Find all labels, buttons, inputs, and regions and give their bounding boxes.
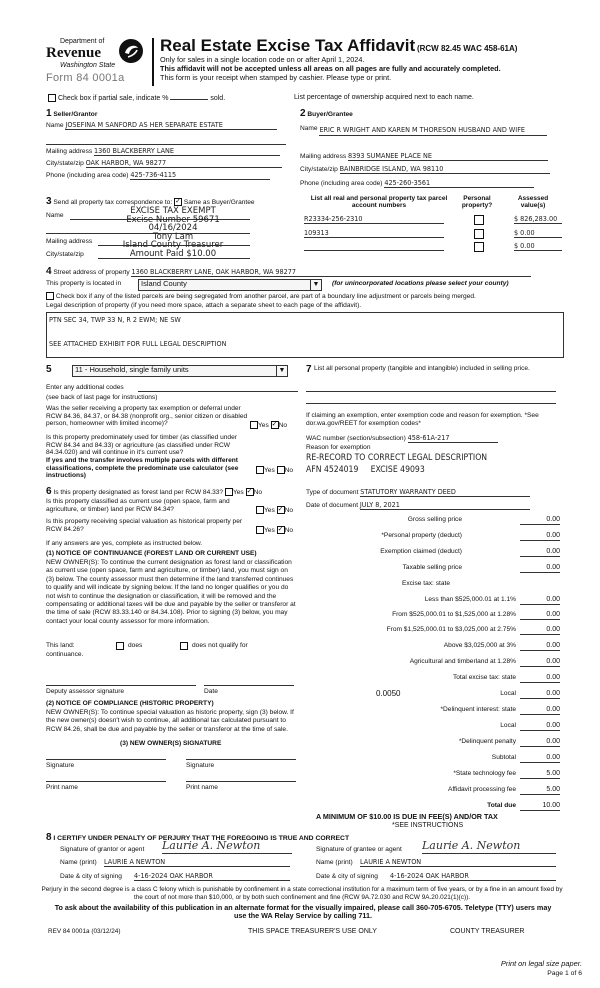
print-name-label-2: Print name: [186, 784, 218, 791]
calc-label: Subtotal: [491, 754, 516, 761]
exemption-no-checkbox[interactable]: ✓: [271, 421, 278, 428]
calc-label: From $1,525,000.01 to $3,025,000 at 2.75%: [386, 626, 516, 633]
deputy-date-label: Date: [204, 688, 218, 695]
deputy-date-line[interactable]: [204, 684, 294, 686]
same-as-buyer-label: Same as Buyer/Grantee: [183, 199, 255, 206]
buyer-phone-field[interactable]: 425-260-3561: [384, 179, 534, 188]
grantor-date-field[interactable]: 4-16-2024 OAK HARBOR: [134, 872, 290, 881]
grantee-signature[interactable]: Laurie A. Newton: [422, 840, 556, 854]
calc-value[interactable]: 0.00: [520, 532, 560, 541]
section-2-number: 2: [300, 108, 306, 119]
personal-property-line[interactable]: [306, 390, 556, 392]
grantor-signature[interactable]: Laurie A. Newton: [162, 840, 292, 854]
buyer-mail-label: Mailing address: [300, 153, 347, 160]
calc-value[interactable]: 0.00: [520, 596, 560, 605]
assessed-col-header: Assessed value(s): [517, 195, 549, 210]
revision-number: REV 84 0001a (03/12/24): [48, 928, 121, 935]
minimum-due-note: A MINIMUM OF $10.00 IS DUE IN FEE(S) AND/OR TAX: [316, 812, 498, 821]
segregated-checkbox[interactable]: [46, 292, 54, 300]
calc-label: From $525,000.01 to $1,525,000 at 1.28%: [392, 611, 516, 618]
stamp-line-1: EXCISE TAX EXEMPT: [130, 206, 216, 216]
historic-yes-checkbox[interactable]: [256, 526, 264, 534]
seller-city-label: City/state/zip: [46, 160, 84, 167]
reason-line-2[interactable]: AFN 4524019 EXCISE 49093: [306, 465, 425, 475]
personal-property-label: List all personal property (tangible and intangible) included in selling price.: [314, 365, 530, 372]
reason-line-1[interactable]: RE-RECORD TO CORRECT LEGAL DESCRIPTION: [306, 453, 488, 463]
seller-name-field[interactable]: JOSEFINA M SANFORD AS HER SEPARATE ESTATE: [65, 121, 277, 130]
exemption-question: Was the seller receiving a property tax exemption or deferral under RCW 84.36, 84.37, or 84.38 (nonprofit org., senior citizen or disabled person, homeowner with limited income)?: [46, 405, 248, 428]
calc-value[interactable]: 5.00: [520, 770, 560, 779]
codes-instructions: (see back of last page for instructions): [46, 394, 158, 401]
unincorporated-note: (for unincorporated locations please select your county): [332, 280, 509, 287]
calc-label: Affidavit processing fee: [447, 786, 516, 793]
grantor-sig-label: Signature of grantor or agent: [60, 846, 145, 853]
print-name-label: Print name: [46, 784, 78, 791]
doc-type-label: Type of document: [306, 489, 359, 496]
property-address-row: [46, 266, 531, 278]
wac-label: WAC number (section/subsection): [306, 435, 406, 442]
calc-label: *State technology fee: [453, 770, 516, 777]
stamp-line-5: Island County Treasurer: [122, 240, 224, 251]
does-label: does: [128, 642, 143, 649]
partial-sale-checkbox[interactable]: [48, 94, 56, 102]
buyer-name-label: Name: [300, 125, 318, 132]
calc-label: Gross selling price: [407, 516, 462, 523]
wac-field[interactable]: 458-61A-217: [408, 434, 498, 443]
no-label: No: [278, 421, 288, 429]
timber-question-note: If yes and the transfer involves multiple parcels with different classifications, complete the predominate use calculator (see instructions): [46, 457, 239, 480]
calc-value[interactable]: 0.00: [520, 611, 560, 620]
see-instructions-note: *SEE INSTRUCTIONS: [392, 822, 464, 829]
calc-value[interactable]: 0.00: [520, 548, 560, 557]
calc-value[interactable]: 0.00: [520, 690, 560, 699]
county-select[interactable]: [138, 279, 322, 291]
seller-name-line-2[interactable]: [46, 138, 286, 145]
stamp-line-3: 04/16/2024: [148, 223, 198, 234]
grantor-name-field[interactable]: LAURIE A NEWTON: [104, 858, 290, 867]
compliance-body: NEW OWNER(S): To continue special valuation as historic property, sign (3) below. If the new owner(s) doesn't wish to continue, all additional tax calculated pursuant to RCW 84.26, shall be due and payable by the seller or transferor at the time of sale.: [46, 709, 294, 733]
calc-value[interactable]: 5.00: [520, 786, 560, 795]
sub-line-1: Only for sales in a single location code on or after April 1, 2024.: [160, 55, 365, 64]
county-value: Island County: [141, 279, 187, 288]
parcel-number-field[interactable]: [304, 242, 444, 251]
sub-line-2: This affidavit will not be accepted unless all areas on all pages are fully and accurately completed.: [160, 64, 501, 73]
no-label: No: [253, 489, 262, 496]
calc-value[interactable]: 0.00: [520, 674, 560, 683]
buyer-section: [300, 108, 556, 192]
new-owner-signature-title: (3) NEW OWNER(S) SIGNATURE: [120, 740, 222, 747]
deputy-signature-label: Deputy assessor signature: [46, 688, 125, 695]
buyer-heading: Buyer/Grantee: [307, 111, 353, 118]
does-not-label: does not qualify for: [192, 642, 248, 649]
dropdown-arrow-icon[interactable]: ▼: [310, 280, 321, 290]
timber-no-checkbox[interactable]: [277, 466, 285, 474]
segregated-label: Check box if any of the listed parcels are being segregated from another parcel, are part of a boundary line adjustment or parcels being merged.: [55, 292, 476, 300]
additional-codes-field[interactable]: [138, 390, 298, 392]
buyer-city-field[interactable]: BAINBRIDGE ISLAND, WA 98110: [340, 165, 550, 174]
calc-label: Local: [500, 722, 516, 729]
calc-value[interactable]: 0.00: [520, 564, 560, 573]
dept-label: Department of: [60, 38, 105, 45]
calc-label: *Delinquent interest: state: [440, 706, 516, 713]
current-use-yes-checkbox[interactable]: [256, 506, 264, 514]
calc-label: Local: [500, 690, 516, 697]
grantee-sig-label: Signature of grantee or agent: [316, 846, 402, 853]
timber-yes-checkbox[interactable]: [256, 466, 264, 474]
signature-label: Signature: [46, 762, 75, 769]
legal-description-box[interactable]: [46, 312, 564, 358]
calc-value[interactable]: 0.00: [520, 626, 560, 635]
doc-date-label: Date of document: [306, 502, 359, 509]
grantee-name-field[interactable]: LAURIE A NEWTON: [360, 858, 556, 867]
doc-date-row: [306, 501, 530, 510]
dor-logo: [46, 38, 148, 94]
historic-answer: [256, 526, 293, 534]
calc-label: Above $3,025,000 at 3%: [443, 642, 516, 649]
seller-mail-label: Mailing address: [46, 148, 93, 155]
total-due-row: [306, 802, 560, 812]
parcel-col-header: List all real and personal property tax parcel account numbers: [310, 195, 448, 210]
legal-line-2: SEE ATTACHED EXHIBIT FOR FULL LEGAL DESCRIPTION: [49, 339, 227, 348]
doc-type-field[interactable]: STATUTORY WARRANTY DEED: [360, 488, 530, 497]
parcel-number-field[interactable]: 109313: [304, 229, 444, 238]
continuance-body: NEW OWNER(S): To continue the current designation as forest land or classification as current use (open space, farm and agriculture, or timber) land, you must sign on (3) below. The county assessor must then determine if the land transferred continues to qualify and will indicate by signing below. If the land no longer qualifies or you do not wish to continue the designation or classification, it will be removed and the compensating or additional taxes will be due and payable by the seller or transferor at the time of sale (RCW 83.33.140 or 84.34.108). Prior to signing (3) below, you may contact your local county assessor for more information.: [46, 559, 296, 625]
total-due-label: Total due: [487, 802, 516, 809]
seller-phone-label: Phone (including area code): [46, 172, 129, 179]
page-number: Page 1 of 6: [547, 970, 582, 977]
this-land-label: This land:: [46, 642, 75, 649]
grantor-signature-block: [60, 839, 300, 884]
calc-value[interactable]: 0.00: [520, 738, 560, 747]
section-7-number: 7: [306, 364, 312, 375]
corr-mail-label: Mailing address: [46, 238, 93, 245]
seller-mail-field[interactable]: 1360 BLACKBERRY LANE: [94, 147, 280, 156]
calc-value[interactable]: 0.00: [520, 516, 560, 525]
assessed-value-field[interactable]: $ 0.00: [514, 242, 562, 251]
no-label: No: [284, 506, 294, 514]
grantee-date-field[interactable]: 4-16-2024 OAK HARBOR: [390, 872, 556, 881]
timber-answer: [256, 466, 293, 474]
grantee-name-label: Name (print): [316, 859, 353, 866]
tax-calculation: [306, 516, 560, 796]
treasurer-stamp: [108, 207, 238, 259]
buyer-mail-field[interactable]: 8393 SUMANEE PLACE NE: [348, 152, 548, 161]
header-divider: [152, 38, 154, 86]
seller-heading: Seller/Grantor: [53, 111, 98, 118]
legal-description-label: Legal description of property (if you need more space, attach a separate sheet to each page of the affidavit).: [46, 302, 362, 309]
land-use-value: 11 - Household, single family units: [75, 365, 189, 374]
calc-value[interactable]: 0.00: [520, 754, 560, 763]
partial-percent-field[interactable]: [170, 99, 208, 100]
calc-label: Taxable selling price: [402, 564, 462, 571]
legal-paper-note: Print on legal size paper.: [500, 959, 582, 968]
calc-label: Excise tax: state: [401, 580, 450, 587]
assessed-value-field[interactable]: $ 826,283.00: [514, 215, 562, 224]
assessed-value-field[interactable]: $ 0.00: [514, 229, 562, 238]
yes-label: Yes: [264, 506, 275, 514]
personal-col-header: Personal property?: [461, 195, 493, 210]
new-owner-signature-line[interactable]: [46, 758, 166, 760]
compliance-title: (2) NOTICE OF COMPLIANCE (HISTORIC PROPERTY): [46, 700, 214, 707]
reason-label: Reason for exemption: [306, 444, 371, 451]
calc-value[interactable]: 0.00: [520, 722, 560, 731]
stamp-line-6: Amount Paid $10.00: [129, 248, 217, 259]
section-1-number: 1: [46, 108, 52, 119]
doc-date-field[interactable]: JULY 8, 2021: [360, 501, 530, 510]
calc-label: *Personal property (deduct): [381, 532, 462, 539]
perjury-statement: Perjury in the second degree is a class C felony which is punishable by confinement in a state correctional institution for a maximum term of five years, or by a fine in an amount fixed by the court of not more than $10,000, or by both such confinement and fine (RCW 9A.72.030 and RCW 9A.20.021(1)(c)).: [41, 886, 563, 901]
legal-line-1: PTN SEC 34, TWP 33 N, R 2 EWM; NE SW: [49, 315, 181, 324]
yes-label: Yes: [264, 526, 275, 534]
seller-phone-field[interactable]: 425-736-4115: [130, 171, 270, 180]
dropdown-arrow-icon[interactable]: ▼: [276, 366, 287, 376]
new-owner-signature-line-2[interactable]: [186, 758, 296, 760]
stamp-line-2: Excise Number 59671: [126, 214, 220, 225]
grantor-name-label: Name (print): [60, 859, 97, 866]
located-row: [46, 279, 566, 291]
section-4-number: 4: [46, 266, 52, 277]
if-yes-note: If any answers are yes, complete as instructed below.: [46, 540, 203, 547]
grantor-date-label: Date & city of signing: [60, 873, 122, 880]
yes-label: Yes: [232, 489, 244, 496]
continuance-label: continuance.: [46, 651, 84, 658]
calc-label: Less than $525,000.01 at 1.1%: [424, 596, 516, 603]
revenue-wordmark: Revenue: [46, 45, 101, 61]
does-checkbox[interactable]: [116, 642, 124, 650]
section-3-number: 3: [46, 196, 52, 207]
street-label: Street address of property: [53, 269, 130, 276]
no-label: No: [284, 526, 294, 534]
exemption-answer: [250, 421, 287, 429]
state-label: Washington State: [60, 62, 116, 69]
seller-section: [46, 108, 286, 188]
land-use-select[interactable]: [72, 365, 288, 377]
personal-property-checkbox[interactable]: [474, 215, 484, 225]
form-number: Form 84 0001a: [46, 72, 125, 84]
located-label: This property is located in: [46, 280, 122, 287]
forest-no-checkbox[interactable]: ✓: [246, 488, 253, 496]
local-rate: 0.0050: [376, 689, 401, 698]
yes-label: Yes: [258, 421, 269, 429]
buyer-name-field[interactable]: ERIC R WRIGHT AND KAREN M THORESON HUSBAND AND WIFE: [319, 125, 547, 136]
print-name-line[interactable]: [46, 780, 166, 782]
logo-mark-icon: [118, 38, 144, 64]
total-due-value[interactable]: 10.00: [520, 802, 560, 811]
personal-property-checkbox[interactable]: [474, 242, 484, 252]
parcel-table: [300, 195, 562, 263]
corr-city-label: City/state/zip: [46, 251, 84, 258]
current-use-question: Is this property classified as current use (open space, farm and agriculture, or timber) land per RCW 84.34?: [46, 498, 230, 513]
correspondence-section: [46, 196, 296, 266]
ownership-note: List percentage of ownership acquired next to each name.: [294, 94, 474, 101]
personal-property-line-2[interactable]: [306, 402, 556, 404]
seller-city-field[interactable]: OAK HARBOR, WA 98277: [86, 159, 282, 168]
personal-property-checkbox[interactable]: [474, 229, 484, 239]
calc-value[interactable]: 0.00: [520, 658, 560, 667]
treasurer-use-label: THIS SPACE TREASURER'S USE ONLY: [248, 928, 377, 935]
doc-type-row: [306, 488, 530, 497]
title-text: Real Estate Excise Tax Affidavit: [160, 36, 416, 55]
stamp-line-4: Tony Lam: [152, 231, 194, 242]
current-use-answer: [256, 506, 293, 514]
calc-label: Total excise tax: state: [452, 674, 516, 681]
buyer-city-label: City/state/zip: [300, 166, 338, 173]
grantee-signature-block: [316, 839, 562, 884]
sub-line-3: This form is your receipt when stamped by cashier. Please type or print.: [160, 73, 392, 82]
historic-no-checkbox[interactable]: ✓: [277, 526, 284, 533]
calc-label: *Delinquent penalty: [458, 738, 516, 745]
continuance-title: (1) NOTICE OF CONTINUANCE (FOREST LAND OR CURRENT USE): [46, 550, 257, 557]
calc-value[interactable]: 0.00: [520, 706, 560, 715]
sold-label: sold.: [210, 94, 226, 102]
timber-question: Is this property predominately used for timber (as classified under RCW 84.34 and 84.33) or agriculture (as classified under RCW 84.34.020) and will continue in it's current use?: [46, 434, 237, 457]
form-title: [160, 36, 517, 56]
section-5-number: 5: [46, 364, 52, 375]
forest-yes-checkbox[interactable]: [225, 488, 233, 496]
does-not-checkbox[interactable]: [180, 642, 188, 650]
calc-label: Exemption claimed (deduct): [380, 548, 462, 555]
buyer-phone-label: Phone (including area code): [300, 180, 383, 187]
county-treasurer-label: COUNTY TREASURER: [450, 928, 525, 935]
correspondence-label: Send all property tax correspondence to:: [53, 199, 173, 206]
yes-label: Yes: [264, 466, 275, 474]
calc-label: Agricultural and timberland at 1.28%: [409, 658, 516, 665]
print-name-line-2[interactable]: [186, 780, 296, 782]
segregated-row: [46, 292, 476, 300]
signature-label-2: Signature: [186, 762, 215, 769]
additional-codes-label: Enter any additional codes: [46, 384, 124, 391]
partial-sale-label: Check box if partial sale, indicate %: [57, 94, 169, 102]
grantee-date-label: Date & city of signing: [316, 873, 378, 880]
exemption-yes-checkbox[interactable]: [250, 421, 258, 429]
current-use-no-checkbox[interactable]: ✓: [277, 506, 284, 513]
wac-row: [306, 434, 498, 443]
deputy-signature-line[interactable]: [46, 684, 196, 686]
certify-text: I CERTIFY UNDER PENALTY OF PERJURY THAT THE FOREGOING IS TRUE AND CORRECT: [53, 835, 350, 842]
section-6-number: 6: [46, 486, 52, 497]
accessibility-statement: To ask about the availability of this publication in an alternate format for the visually impaired, please call 360-705-6705. Teletype (TTY) users may use the WA Relay Service by calling 711.: [54, 903, 552, 920]
no-label: No: [284, 466, 294, 474]
section-8-number: 8: [46, 832, 52, 843]
parcel-number-field[interactable]: R23334-256-2310: [304, 215, 444, 224]
street-field[interactable]: 1360 BLACKBERRY LANE, OAK HARBOR, WA 98277: [131, 268, 531, 277]
rcw-text: (RCW 82.45 WAC 458-61A): [416, 44, 518, 53]
historic-question: Is this property receiving special valuation as historical property per RCW 84.26?: [46, 518, 243, 533]
corr-name-label: Name: [46, 212, 64, 219]
partial-sale-row: [48, 94, 225, 103]
forest-question: Is this property designated as forest land per RCW 84.33?: [53, 489, 224, 496]
calc-value[interactable]: 0.00: [520, 642, 560, 651]
seller-name-label: Name: [46, 122, 64, 129]
forest-section: [46, 486, 302, 866]
same-as-buyer-checkbox[interactable]: ✓: [175, 198, 181, 206]
exemption-claim-label: If claiming an exemption, enter exemption code and reason for exemption. *See dor.wa.gov/REET for exemption codes*: [306, 412, 539, 427]
